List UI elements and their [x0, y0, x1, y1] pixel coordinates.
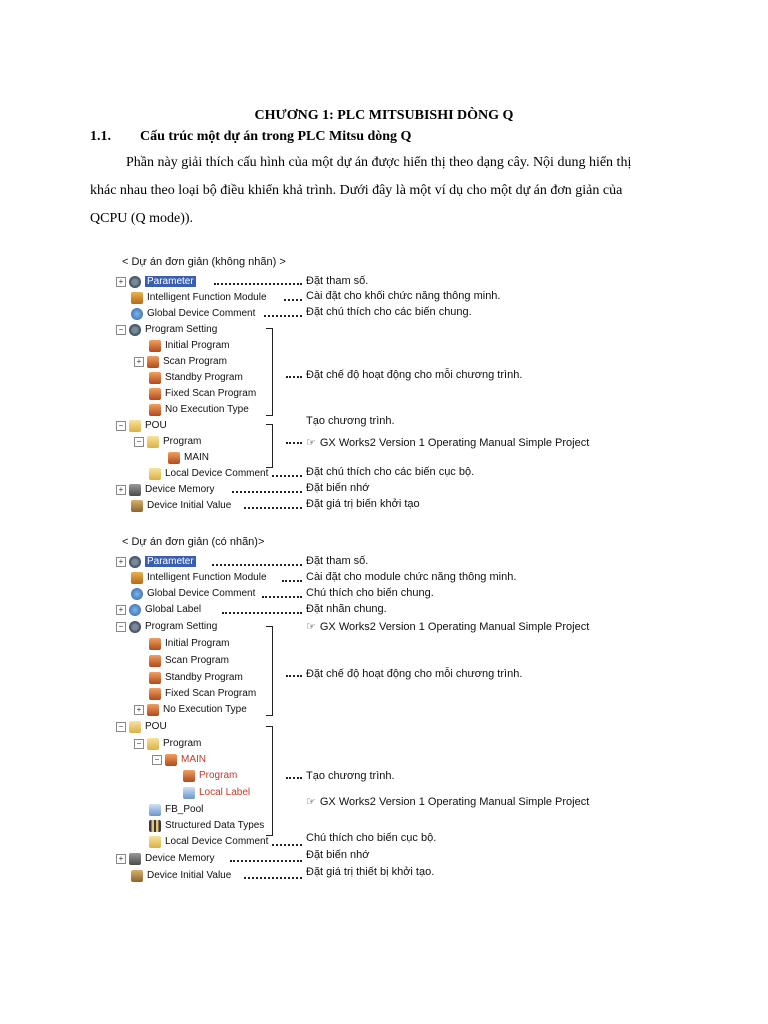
- function-block-icon: [149, 804, 161, 816]
- tree-item-label: Global Label: [145, 604, 202, 615]
- tree-item-local-label[interactable]: [183, 785, 250, 800]
- tree-item-label: No Execution Type: [165, 404, 249, 415]
- expand-icon[interactable]: +: [116, 557, 126, 567]
- tree-item-device-initial-value[interactable]: [131, 868, 231, 883]
- tree-item-label: Intelligent Function Module: [147, 292, 267, 303]
- tree-item-main[interactable]: [152, 752, 206, 767]
- program-icon: [183, 770, 195, 782]
- tree-item-global-device-comment[interactable]: [131, 586, 255, 601]
- tree-item-fb-pool[interactable]: [149, 802, 203, 817]
- expand-icon[interactable]: +: [116, 485, 126, 495]
- program-icon: [165, 754, 177, 766]
- tree-item-intelligent-function-module[interactable]: [131, 570, 267, 585]
- tree-item-label: Initial Program: [165, 638, 230, 649]
- tree-item-fixed-scan-program[interactable]: [149, 686, 256, 701]
- tree-item-program-folder[interactable]: [134, 736, 201, 751]
- tree-item-global-label[interactable]: [116, 602, 201, 617]
- leader-line: [222, 612, 302, 614]
- desc-device-initial: Đặt giá trị biến khởi tạo: [306, 498, 420, 510]
- leader-line: [230, 860, 302, 862]
- program-icon: [149, 655, 161, 667]
- desc-pou-create: Tạo chương trình.: [306, 415, 395, 427]
- desc-program-setting: Đặt chế độ hoạt động cho mỗi chương trình.: [306, 369, 523, 381]
- collapse-icon[interactable]: −: [116, 325, 126, 335]
- tree-item-device-memory[interactable]: [116, 851, 214, 866]
- desc-global-comment: Chú thích cho biến chung.: [306, 587, 434, 599]
- paragraph-line-2: khác nhau theo loại bộ điều khiển khả trình. Dưới đây là một ví dụ cho một dự án đơn giản của: [90, 183, 623, 198]
- tree-item-label: Program Setting: [145, 324, 218, 335]
- desc-device-memory: Đặt biến nhớ: [306, 849, 370, 861]
- globe-icon: [129, 604, 141, 616]
- bracket: [266, 626, 273, 716]
- tree-item-standby-program[interactable]: [149, 670, 243, 685]
- leader-line: [286, 675, 302, 677]
- desc-program-setting: Đặt chế độ hoạt động cho mỗi chương trình.: [306, 668, 523, 680]
- leader-line: [272, 844, 302, 846]
- desc-device-memory: Đặt biến nhớ: [306, 482, 370, 494]
- tree-item-pou[interactable]: [116, 719, 167, 734]
- leader-line: [282, 580, 302, 582]
- desc-pou-create: Tạo chương trình.: [306, 770, 395, 782]
- globe-icon: [131, 588, 143, 600]
- desc-pou-manual: ☞ GX Works2 Version 1 Operating Manual Simple Project: [306, 796, 590, 808]
- folder-icon: [129, 721, 141, 733]
- tree-item-label: Global Device Comment: [147, 588, 256, 599]
- collapse-icon[interactable]: −: [152, 755, 162, 765]
- expand-icon[interactable]: +: [134, 705, 144, 715]
- figure2-caption: < Dự án đơn giản (có nhãn)>: [122, 536, 265, 548]
- program-icon: [149, 638, 161, 650]
- tree-item-label: Initial Program: [165, 340, 230, 351]
- desc-global-comment: Đặt chú thích cho các biến chung.: [306, 306, 472, 318]
- parameter-icon: [129, 556, 141, 568]
- tree-item-label: Local Device Comment: [165, 836, 269, 847]
- settings-icon: [129, 621, 141, 633]
- tree-item-initial-program[interactable]: [149, 636, 229, 651]
- tree-item-no-execution-type[interactable]: [134, 702, 247, 717]
- expand-icon[interactable]: +: [116, 277, 126, 287]
- collapse-icon[interactable]: −: [134, 437, 144, 447]
- tree-item-label: Local Label: [199, 787, 251, 798]
- structure-icon: [149, 820, 161, 832]
- pointing-hand-icon: ☞: [306, 796, 316, 808]
- desc-global-label: Đặt nhãn chung.: [306, 603, 387, 615]
- tree-item-label: Standby Program: [165, 672, 243, 683]
- database-icon: [131, 870, 143, 882]
- pointing-hand-icon: ☞: [306, 437, 316, 449]
- tree-item-label: Parameter: [147, 276, 194, 287]
- memory-icon: [129, 853, 141, 865]
- paragraph-line-1: Phần này giải thích cấu hình của một dự án được hiển thị theo dạng cây. Nội dung hiển thị: [126, 155, 632, 170]
- figure1-caption: < Dự án đơn giản (không nhãn) >: [122, 256, 286, 268]
- desc-local-comment: Đặt chú thích cho các biến cục bộ.: [306, 466, 475, 478]
- tree-item-label: Scan Program: [165, 655, 229, 666]
- tree-item-label: Standby Program: [165, 372, 243, 383]
- tree-item-parameter[interactable]: [116, 554, 196, 569]
- desc-intelligent: Cài đặt cho khối chức năng thông minh.: [306, 290, 501, 302]
- tree-item-label: MAIN: [184, 452, 209, 463]
- tree-item-label: FB_Pool: [165, 804, 204, 815]
- module-icon: [131, 572, 143, 584]
- tree-item-label: Program: [163, 738, 202, 749]
- collapse-icon[interactable]: −: [116, 421, 126, 431]
- label-icon: [183, 787, 195, 799]
- tree-item-program-setting[interactable]: [116, 619, 217, 634]
- tree-item-label: Local Device Comment: [165, 468, 269, 479]
- tree-item-label: Program: [163, 436, 202, 447]
- tree-item-label: Program Setting: [145, 621, 218, 632]
- tree-item-label: Global Device Comment: [147, 308, 256, 319]
- desc-parameter: Đặt tham số.: [306, 275, 369, 287]
- leader-line: [244, 877, 302, 879]
- desc-device-initial: Đặt giá trị thiết bị khởi tạo.: [306, 866, 435, 878]
- tree-item-label: POU: [145, 420, 167, 431]
- tree-item-main-program[interactable]: [183, 768, 237, 783]
- tree-item-local-device-comment[interactable]: [149, 834, 268, 849]
- leader-line: [262, 596, 302, 598]
- desc-global-manual: ☞ GX Works2 Version 1 Operating Manual Simple Project: [306, 621, 590, 633]
- tree-item-label: Device Memory: [145, 853, 215, 864]
- desc-intelligent: Cài đặt cho module chức năng thông minh.: [306, 571, 517, 583]
- program-icon: [149, 688, 161, 700]
- collapse-icon[interactable]: −: [134, 739, 144, 749]
- tree-item-label: No Execution Type: [163, 704, 247, 715]
- expand-icon[interactable]: +: [134, 357, 144, 367]
- desc-local-comment: Chú thích cho biến cục bộ.: [306, 832, 437, 844]
- tree-item-label: Parameter: [147, 556, 194, 567]
- tree-item-structured-data-types[interactable]: [149, 818, 264, 833]
- tree-item-label: Program: [199, 770, 238, 781]
- tree-item-label: Fixed Scan Program: [165, 688, 257, 699]
- chapter-title: CHƯƠNG 1: PLC MITSUBISHI DÒNG Q: [254, 108, 514, 123]
- expand-icon[interactable]: +: [116, 605, 126, 615]
- leader-line: [286, 777, 302, 779]
- collapse-icon[interactable]: −: [116, 622, 126, 632]
- program-icon: [149, 672, 161, 684]
- bracket: [266, 726, 273, 836]
- tree-item-label: POU: [145, 721, 167, 732]
- desc-parameter: Đặt tham số.: [306, 555, 369, 567]
- tree-item-label: Intelligent Function Module: [147, 572, 267, 583]
- tree-item-label: Fixed Scan Program: [165, 388, 257, 399]
- desc-pou-manual: ☞ GX Works2 Version 1 Operating Manual Simple Project: [306, 437, 590, 449]
- tree-item-label: Scan Program: [163, 356, 227, 367]
- section-title: Cấu trúc một dự án trong PLC Mitsu dòng Q: [140, 129, 412, 144]
- leader-line: [212, 564, 302, 566]
- tree-item-label: Device Memory: [145, 484, 215, 495]
- tree-item-label: Structured Data Types: [165, 820, 265, 831]
- tree-item-label: MAIN: [181, 754, 206, 765]
- program-icon: [147, 704, 159, 716]
- comment-icon: [149, 836, 161, 848]
- pointing-hand-icon: ☞: [306, 621, 316, 633]
- tree-item-label: Device Initial Value: [147, 500, 232, 511]
- section-number: 1.1.: [90, 129, 111, 144]
- collapse-icon[interactable]: −: [116, 722, 126, 732]
- tree-item-label: Device Initial Value: [147, 870, 232, 881]
- folder-icon: [147, 738, 159, 750]
- tree-item-scan-program[interactable]: [149, 653, 229, 668]
- paragraph-line-3: QCPU (Q mode)).: [90, 211, 194, 226]
- expand-icon[interactable]: +: [116, 854, 126, 864]
